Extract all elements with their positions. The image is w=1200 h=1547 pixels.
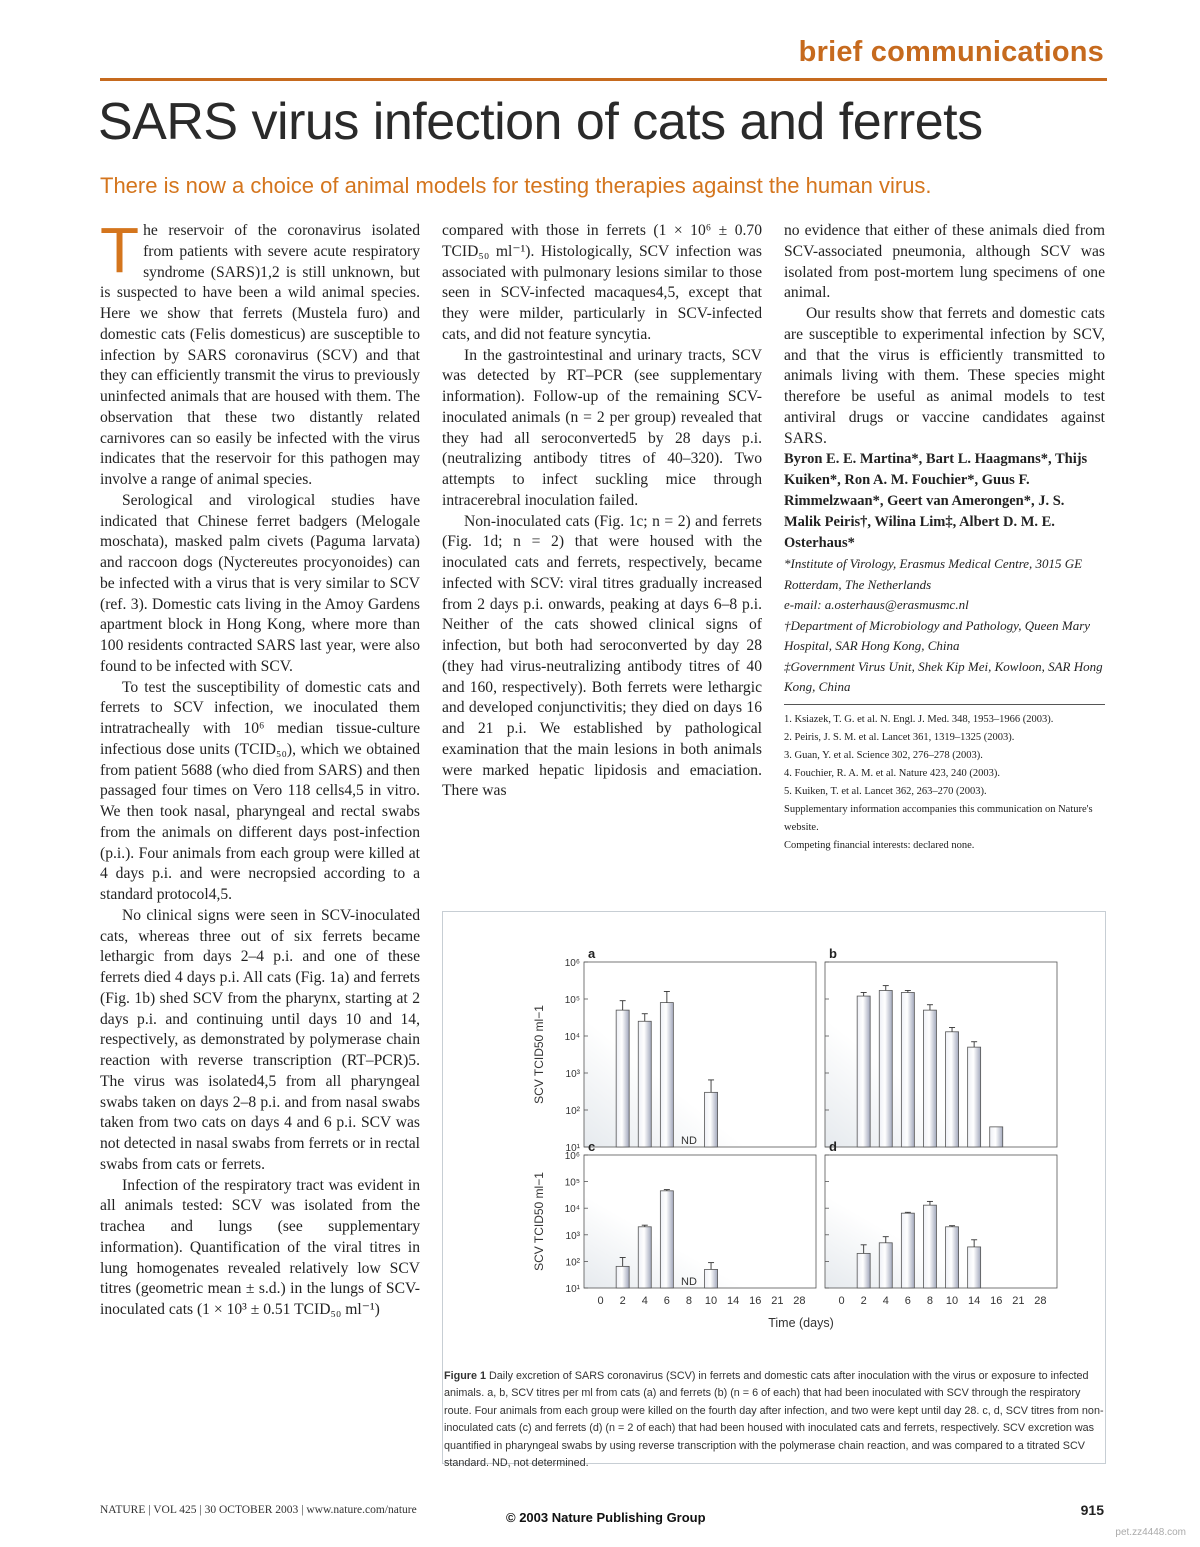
x-tick-label: 0 — [838, 1295, 845, 1307]
paragraph: To test the susceptibility of domestic cats and ferrets to SCV infection, we inoculated them intratracheally with 10⁶ median tissue-culture infectious dose units (TCID₅₀), which we obtained from patient 5688 (who died from SARS) and then passaged four times on Vero 118 cells4,5 in vitro. We then took nasal, pharyngeal and rectal swabs from the animals on different days post-infection (p.i.). Four animals from each group were killed at 4 days p.i. and were necropsied according to a standard protocol4,5. — [100, 678, 420, 903]
y-tick-label: 10⁶ — [564, 1151, 580, 1162]
bar — [857, 996, 870, 1147]
y-tick-label: 10⁴ — [564, 1204, 580, 1216]
competing-interests: Competing financial interests: declared none. — [784, 839, 975, 851]
bar — [660, 1191, 673, 1288]
bar — [968, 1047, 981, 1147]
y-tick-label: 10¹ — [565, 1143, 580, 1154]
x-tick-label: 28 — [793, 1295, 806, 1307]
column-3 — [784, 221, 1105, 855]
bar — [616, 1010, 629, 1147]
bar — [705, 1092, 718, 1147]
section-rule — [100, 78, 1107, 81]
y-tick-label: 10² — [565, 1106, 580, 1117]
bar — [616, 1266, 629, 1288]
paragraph: The reservoir of the coronavirus isolated from patients with severe acute respiratory syndrome (SARS)1,2 is still unknown, but is suspected to have been a wild animal species. Here we show that ferrets (Mustela furo) and domestic cats (Felis domesticus) are susceptible to infection by SARS coronavirus (SCV) and that they can efficiently transmit the virus to previously uninfected animals that are housed with them. The observation that these two distantly related carnivores can so easily be infected with the virus indicates that the reservoir for this pathogen may involve a range of animal species. — [100, 214, 420, 488]
x-tick-label: 2 — [619, 1295, 626, 1307]
x-tick-label: 10 — [945, 1295, 959, 1307]
x-tick-label: 28 — [1034, 1295, 1047, 1307]
x-tick-label: 4 — [641, 1295, 648, 1307]
panel-label-c: c — [588, 1139, 596, 1154]
y-tick-label: 10² — [565, 1257, 580, 1269]
column-2 — [442, 221, 762, 802]
bar — [638, 1227, 651, 1288]
x-tick-label: 21 — [771, 1295, 784, 1307]
x-tick-label: 16 — [749, 1295, 762, 1307]
paragraph: Non-inoculated cats (Fig. 1c; n = 2) and ferrets (Fig. 1d; n = 2) that were housed with the inoculated cats and ferrets, respectively, became infected with SCV: viral titres gradually increased from 2 days p.i. onwards, peaking at days 6–8 p.i. Neither of the cats showed clinical signs of infection, but both had seroconverted by day 28 (they had virus-neutralizing antibody titres of 40 and 160, respectively). Both ferrets were lethargic and developed conjunctivitis; they died on days 16 and 21 p.i. We established by pathological examination that the main lesions in both animals were marked hepatic lipidosis and emaciation. There was — [442, 512, 762, 800]
bar — [990, 1127, 1003, 1147]
affiliation: *Institute of Virology, Erasmus Medical Centre, 3015 GE Rotterdam, The Netherlands — [784, 556, 1083, 592]
x-tick-label: 6 — [904, 1295, 911, 1307]
reference-item: 2. Peiris, J. S. M. et al. Lancet 361, 1319–1325 (2003). — [784, 731, 1015, 743]
column-1 — [100, 214, 420, 1321]
y-tick-label: 10⁶ — [564, 958, 580, 969]
figure-caption: Figure 1 Daily excretion of SARS coronavirus (SCV) in ferrets and domestic cats after inoculation with the virus or exposure to infected animals. a, b, SCV titres per ml from cats (a) and ferrets (b) (n = 6 of each) that had been inoculated with SCV through the respiratory route. Four animals from each group were killed on the fourth day after infection, and two were kept until day 28. c, d, SCV titres from non-inoculated cats (c) and ferrets (d) (n = 2 of each) that had been housed with inoculated cats and ferrets, respectively. SCV excretion was quantified in pharyngeal swabs by using reverse transcription with the polymerase chain reaction, and was compared to a titrated SCV standard. ND, not determined. — [444, 1370, 1104, 1470]
y-axis-label: SCV TCID50 ml−1 — [532, 1005, 546, 1104]
x-tick-label: 10 — [704, 1295, 718, 1307]
y-tick-label: 10⁵ — [564, 1177, 580, 1189]
bar — [923, 1205, 936, 1288]
paragraph: No clinical signs were seen in SCV-inoculated cats, whereas three out of six ferrets became lethargic from days 2–4 p.i. and one of these ferrets died 4 days p.i. All cats (Fig. 1a) and ferrets (Fig. 1b) shed SCV from the pharynx, starting at 2 days p.i. and continuing until days 10 and 14, respectively, as demonstrated by polymerase chain reaction with reverse transcription (RT–PCR)5. The virus was isolated4,5 from all pharyngeal swabs taken on days 2–8 p.i. and from nasal swabs taken from two cats on days 4 and 6 p.i. SCV was not detected in nasal swabs from ferrets or in rectal swabs from cats or ferrets. — [100, 906, 420, 1173]
x-tick-label: 14 — [727, 1295, 740, 1307]
panel-label-d: d — [829, 1139, 837, 1154]
drop-cap: T — [100, 214, 140, 286]
paragraph: no evidence that either of these animals died from SCV-associated pneumonia, although SCV was isolated from post-mortem lung specimens of one animal. — [784, 222, 1105, 302]
paragraph: Our results show that ferrets and domestic cats are susceptible to experimental infection by SCV, and that the virus is efficiently transmitted to animals living with them. These species might therefore be useful as animal models to test antiviral drugs or vaccine candidates against SARS. — [784, 305, 1105, 447]
copyright: © 2003 Nature Publishing Group — [506, 1510, 706, 1525]
y-tick-label: 10³ — [565, 1230, 580, 1242]
x-tick-label: 8 — [685, 1295, 693, 1307]
bar — [660, 1003, 673, 1147]
annotation-nd: ND — [681, 1276, 697, 1288]
y-tick-label: 10⁴ — [564, 1032, 580, 1043]
page-number: 915 — [1080, 1502, 1104, 1518]
author-list: Byron E. E. Martina*, Bart L. Haagmans*, Thijs Kuiken*, Ron A. M. Fouchier*, Guus F. Rimmelzwaan*, Geert van Amerongen*, J. S. Malik Peiris†, Wilina Lim‡, Albert D. M. E. Osterhaus* — [784, 451, 1088, 552]
panel-label-a: a — [588, 946, 596, 961]
reference-item: 4. Fouchier, R. A. M. et al. Nature 423, 240 (2003). — [784, 767, 1000, 779]
paragraph: compared with those in ferrets (1 × 10⁶ ± 0.70 TCID₅₀ ml⁻¹). Histologically, SCV infection was associated with pulmonary lesions similar to those seen in SCV-infected macaques4,5, except that they were milder, particularly in SCV-infected cats, and did not feature syncytia. — [442, 222, 762, 343]
x-tick-label: 2 — [860, 1295, 867, 1307]
bar — [946, 1032, 959, 1147]
supplementary-note: Supplementary information accompanies this communication on Nature's website. — [784, 803, 1093, 833]
affiliation: †Department of Microbiology and Pathology, Queen Mary Hospital, SAR Hong Kong, China — [784, 617, 1091, 654]
bar — [923, 1010, 936, 1147]
y-tick-label: 10⁵ — [564, 995, 580, 1006]
reference-item: 5. Kuiken, T. et al. Lancet 362, 263–270 (2003). — [784, 785, 987, 797]
article-title: SARS virus infection of cats and ferrets — [98, 93, 983, 151]
references-divider — [784, 704, 1105, 705]
watermark: pet.zz4448.com — [1115, 1527, 1186, 1538]
bar — [638, 1021, 651, 1147]
reference-item: 1. Ksiazek, T. G. et al. N. Engl. J. Med. 348, 1953–1966 (2003). — [784, 713, 1054, 725]
y-axis-label: SCV TCID50 ml−1 — [532, 1172, 546, 1271]
affiliation: ‡Government Virus Unit, Shek Kip Mei, Kowloon, SAR Hong Kong, China — [784, 658, 1103, 695]
x-tick-label: 16 — [990, 1295, 1003, 1307]
bar — [879, 1243, 892, 1288]
x-tick-label: 6 — [663, 1295, 670, 1307]
paragraph: Serological and virological studies have indicated that Chinese ferret badgers (Melogale moschata), masked palm civets (Paguma larvata) and raccoon dogs (Nyctereutes procyonoides) can be infected with a virus that is very similar to SCV (ref. 3). Domestic cats living in the Amoy Gardens apartment block in Hong Kong, where more than 100 residents contracted SARS last year, were also found to be infected with SCV. — [100, 491, 420, 675]
journal-footer: NATURE | VOL 425 | 30 OCTOBER 2003 | www.nature.com/nature — [100, 1504, 417, 1516]
x-tick-label: 0 — [597, 1295, 604, 1307]
x-tick-label: 21 — [1012, 1295, 1025, 1307]
bar — [968, 1247, 981, 1288]
x-tick-label: 4 — [882, 1295, 889, 1307]
bar — [901, 992, 914, 1147]
bar — [946, 1227, 959, 1288]
bar — [857, 1253, 870, 1288]
bar — [901, 1213, 914, 1288]
paragraph: Infection of the respiratory tract was evident in all animals tested: SCV was isolated from the trachea and lungs (see supplementary information). Quantification of the viral titres in lung homogenates revealed relatively low SCV titres (geometric mean ± s.d.) in the lungs of SCV-inoculated cats (1 × 10³ ± 0.51 TCID₅₀ ml⁻¹) — [100, 1176, 420, 1318]
y-tick-label: 10¹ — [565, 1284, 580, 1295]
section-header: brief communications — [798, 36, 1104, 68]
y-tick-label: 10³ — [565, 1069, 580, 1080]
figure-label: Figure 1 — [444, 1370, 486, 1382]
paragraph: In the gastrointestinal and urinary tracts, SCV was detected by RT–PCR (see supplementary information). Follow-up of the remaining SCV-inoculated animals (n = 2 per group) revealed that they had all seroconverted5 by 28 days p.i. (neutralizing antibody titres of 40–320). Two attempts to infect suckling mice through intracerebral inoculation failed. — [442, 346, 762, 509]
reference-item: 3. Guan, Y. et al. Science 302, 276–278 (2003). — [784, 749, 983, 761]
x-tick-label: 8 — [926, 1295, 934, 1307]
reference-list — [784, 711, 1105, 855]
x-tick-label: 14 — [968, 1295, 981, 1307]
x-axis-label: Time (days) — [768, 1316, 834, 1330]
bar — [705, 1269, 718, 1288]
annotation-nd: ND — [681, 1135, 697, 1147]
bar — [879, 990, 892, 1147]
panel-label-b: b — [829, 946, 837, 961]
contact-email: e-mail: a.osterhaus@erasmusmc.nl — [784, 597, 969, 613]
article-subtitle: There is now a choice of animal models for testing therapies against the human virus. — [100, 173, 932, 198]
